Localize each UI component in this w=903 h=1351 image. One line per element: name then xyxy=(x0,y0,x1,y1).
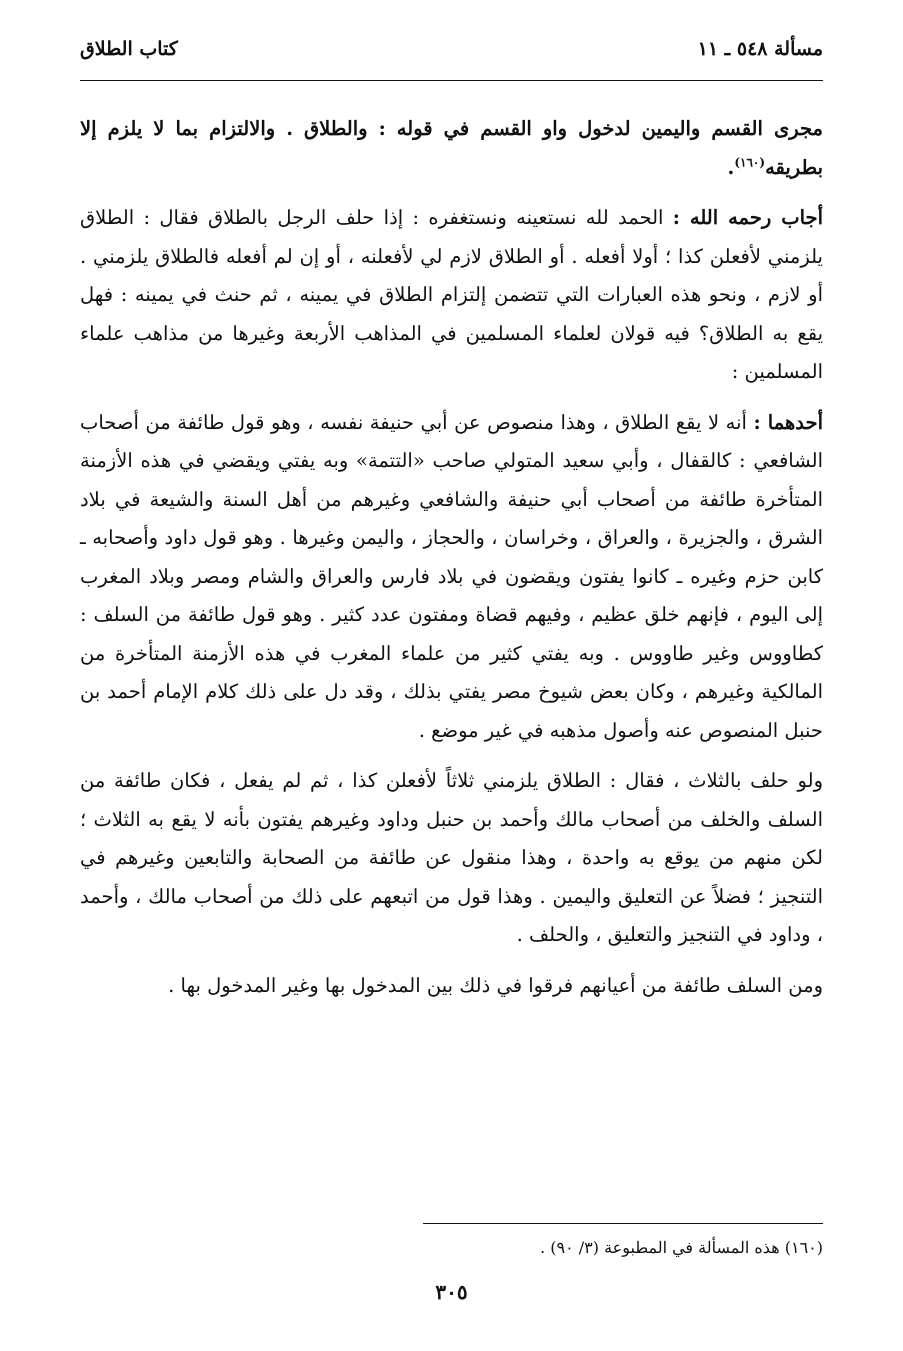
answer-text: الحمد لله نستعينه ونستغفره : إذا حلف الرجل بالطلاق فقال : الطلاق يلزمني لأفعلن كذا ؛ أولا أفعله . أو الطلاق لازم لي لأفعلنه ، أو إن لم أفعله فالطلاق يلزمني . أو لازم ، ونحو هذه العبارات التي تتضمن إلتزام الطلاق في يمينه ، ثم حنث في يمينه : فهل يقع به الطلاق؟ فيه قولان لعلماء المسلمين في المذاهب الأربعة وغيرها من مذاهب علماء المسلمين : xyxy=(80,206,823,383)
body-text xyxy=(80,110,823,1017)
question-end: . xyxy=(727,155,735,179)
footnote: (١٦٠) هذه المسألة في المطبوعة (٣/ ٩٠) . xyxy=(540,1238,823,1257)
header-issue-number: مسألة ٥٤٨ ـ ١١ xyxy=(697,38,823,60)
question-text: مجرى القسم واليمين لدخول واو القسم في قوله : والطلاق . والالتزام بما لا يلزم إلا بطريقه xyxy=(80,117,823,179)
footnote-reference: (١٦٠) xyxy=(734,155,766,169)
salaf-paragraph xyxy=(80,967,823,1006)
header-book-title: كتاب الطلاق xyxy=(80,38,178,60)
answer-paragraph xyxy=(80,199,823,392)
page-number: ٣٠٥ xyxy=(435,1280,468,1304)
first-opinion-text: أنه لا يقع الطلاق ، وهذا منصوص عن أبي حنيفة نفسه ، وهو قول طائفة من أصحاب الشافعي : كالقفال ، وأبي سعيد المتولي صاحب «التتمة» وبه يفتي ويقضي في هذه الأزمنة المتأخرة طائفة من أصحاب أبي حنيفة والشافعي وغيرهم من أهل السنة والشيعة في بلاد الشرق ، والجزيرة ، والعراق ، وخراسان ، والحجاز ، واليمن وغيرها . وهو قول داود وأصحابه ـ كابن حزم وغيره ـ كانوا يفتون ويقضون في بلاد فارس والعراق والشام ومصر وبلاد المغرب إلى اليوم ، فإنهم خلق عظيم ، وفيهم قضاة ومفتون عدد كثير . وهو قول طائفة من السلف : كطاووس وغير طاووس . وبه يفتي كثير من علماء المغرب في هذه الأزمنة المتأخرة من المالكية وغيرهم ، وكان بعض شيوخ مصر يفتي بذلك ، وقد دل على ذلك كلام الإمام أحمد بن حنبل المنصوص عنه وأصول مذهبه في غير موضع . xyxy=(80,410,823,742)
answer-lead: أجاب رحمه الله : xyxy=(672,206,823,229)
triple-oath-paragraph xyxy=(80,762,823,955)
triple-oath-text: ولو حلف بالثلاث ، فقال : الطلاق يلزمني ثلاثاً لأفعلن كذا ، ثم لم يفعل ، فكان طائفة من السلف والخلف من أصحاب مالك وأحمد بن حنبل وداود وغيرهم يفتون بأنه لا يقع به الثلاث ؛ لكن منهم من يوقع به واحدة ، وهذا منقول عن طائفة من الصحابة والتابعين وغيرهم في التنجيز ؛ فضلاً عن التعليق واليمين . وهذا قول من اتبعهم على ذلك من أصحاب مالك ، وأحمد ، وداود في التنجيز والتعليق ، والحلف . xyxy=(80,769,823,946)
first-opinion-lead: أحدهما : xyxy=(753,410,823,434)
question-paragraph xyxy=(80,110,823,187)
running-header xyxy=(80,38,823,60)
first-opinion-paragraph xyxy=(80,404,823,751)
footnote-rule xyxy=(423,1223,823,1224)
header-rule xyxy=(80,80,823,81)
salaf-text: ومن السلف طائفة من أعيانهم فرقوا في ذلك بين المدخول بها وغير المدخول بها . xyxy=(168,973,823,997)
